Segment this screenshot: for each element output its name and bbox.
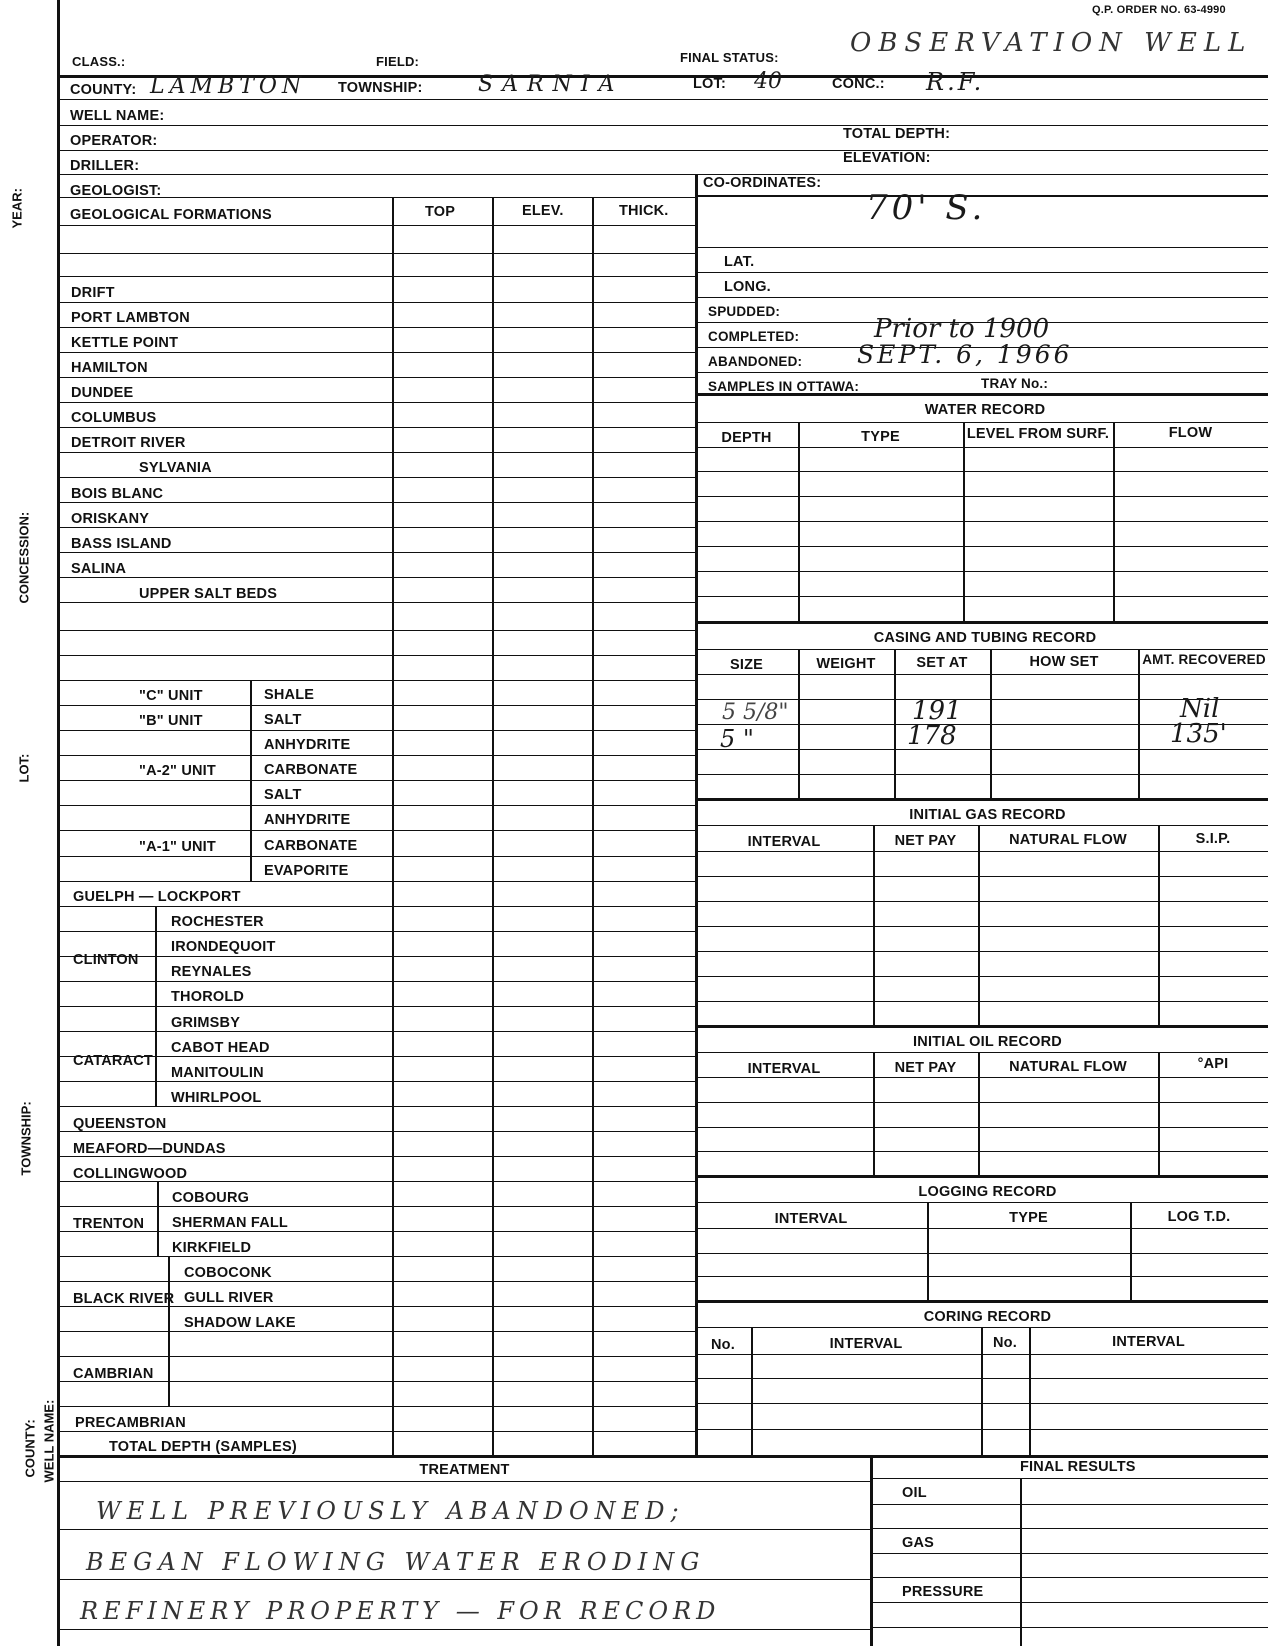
casing-row2-size: 5 " [720, 725, 754, 753]
lot-label: LOT: [693, 76, 727, 92]
casing-row1-set-at: 191 [912, 696, 962, 726]
formation-rochester: ROCHESTER [171, 914, 264, 930]
formation-bois-blanc: BOIS BLANC [71, 486, 164, 502]
completed-value: Prior to 1900 [874, 314, 1050, 344]
operator-label: OPERATOR: [70, 133, 158, 149]
formation-upper-salt-beds: UPPER SALT BEDS [139, 586, 278, 602]
formation-salt-2: SALT [264, 787, 302, 803]
formation-a1-unit: "A-1" UNIT [139, 839, 216, 855]
oil-col-interval: INTERVAL [747, 1061, 821, 1077]
treatment-line-2: BEGAN FLOWING WATER ERODING [86, 1548, 706, 1576]
side-label-township: TOWNSHIP: [18, 1101, 34, 1176]
formation-columbus: COLUMBUS [71, 410, 157, 426]
side-label-lot: LOT: [16, 753, 32, 783]
geologist-label: GEOLOGIST: [70, 183, 162, 199]
formation-sylvania: SYLVANIA [139, 460, 212, 476]
samples-label: SAMPLES IN OTTAWA: [708, 379, 860, 394]
formation-detroit-river: DETROIT RIVER [71, 435, 186, 451]
final-pressure-label: PRESSURE [902, 1584, 984, 1600]
oil-col-api: °API [1197, 1056, 1229, 1072]
casing-col-weight: WEIGHT [816, 656, 876, 672]
formation-gull-river: GULL RIVER [184, 1290, 274, 1306]
formation-anhydrite-1: ANHYDRITE [264, 737, 351, 753]
coring-col-interval-2: INTERVAL [1112, 1334, 1185, 1350]
oil-record-title: INITIAL OIL RECORD [913, 1034, 1062, 1050]
side-label-concession: CONCESSION: [16, 511, 32, 604]
treatment-line-1: WELL PREVIOUSLY ABANDONED; [96, 1497, 685, 1525]
side-label-county: COUNTY: [22, 1419, 38, 1478]
formation-reynales: REYNALES [171, 964, 252, 980]
final-oil-label: OIL [902, 1485, 927, 1501]
coring-col-no-1: No. [711, 1337, 735, 1353]
formation-whirlpool: WHIRLPOOL [171, 1090, 262, 1106]
logging-record-title: LOGGING RECORD [918, 1184, 1057, 1200]
gas-col-interval: INTERVAL [747, 834, 821, 850]
field-label: FIELD: [376, 54, 420, 69]
water-col-level: LEVEL FROM SURF. [966, 426, 1110, 442]
final-results-title: FINAL RESULTS [1020, 1459, 1136, 1475]
final-status-value: OBSERVATION WELL [850, 28, 1253, 58]
formation-carbonate-2: CARBONATE [264, 838, 358, 854]
final-gas-label: GAS [902, 1535, 935, 1551]
formation-guelph: GUELPH — LOCKPORT [73, 889, 241, 905]
col-elev: ELEV. [522, 203, 564, 219]
casing-col-size: SIZE [729, 657, 764, 673]
formation-sherman-fall: SHERMAN FALL [172, 1215, 288, 1231]
tray-label: TRAY No.: [981, 376, 1049, 391]
oil-col-natural-flow: NATURAL FLOW [1009, 1059, 1127, 1075]
formation-dundee: DUNDEE [71, 385, 134, 401]
formation-cobourg: COBOURG [172, 1190, 250, 1206]
formation-evaporite: EVAPORITE [264, 863, 349, 879]
formation-kirkfield: KIRKFIELD [172, 1240, 252, 1256]
logging-col-type: TYPE [1009, 1210, 1048, 1226]
formation-drift: DRIFT [71, 285, 115, 301]
long-label: LONG. [724, 279, 771, 295]
formation-clinton: CLINTON [73, 952, 139, 968]
county-label: COUNTY: [70, 82, 137, 98]
formation-irondequoit: IRONDEQUOIT [171, 939, 276, 955]
casing-col-set-at: SET AT [916, 655, 968, 671]
formation-trenton: TRENTON [73, 1216, 145, 1232]
formation-grimsby: GRIMSBY [171, 1015, 241, 1031]
water-col-flow: FLOW [1168, 425, 1213, 441]
formation-shale: SHALE [264, 687, 315, 703]
treatment-title: TREATMENT [419, 1462, 510, 1478]
abandoned-label: ABANDONED: [708, 354, 803, 369]
water-col-type: TYPE [861, 429, 900, 445]
spudded-label: SPUDDED: [708, 304, 781, 319]
coring-record-title: CORING RECORD [923, 1309, 1052, 1325]
formation-anhydrite-2: ANHYDRITE [264, 812, 351, 828]
gas-col-natural-flow: NATURAL FLOW [1009, 832, 1127, 848]
side-label-well-name: WELL NAME: [41, 1399, 57, 1483]
township-label: TOWNSHIP: [338, 80, 423, 96]
casing-row2-set-at: 178 [907, 721, 957, 751]
township-value: SARNIA [478, 72, 624, 97]
formation-carbonate-1: CARBONATE [264, 762, 358, 778]
formation-thorold: THOROLD [171, 989, 245, 1005]
formation-cataract: CATARACT [73, 1053, 153, 1069]
conc-label: CONC.: [832, 76, 885, 92]
class-label: CLASS.: [72, 54, 126, 69]
driller-label: DRILLER: [70, 158, 140, 174]
gas-col-sip: S.I.P. [1195, 831, 1231, 847]
coring-col-interval-1: INTERVAL [829, 1336, 903, 1352]
coring-col-no-2: No. [993, 1335, 1017, 1351]
formation-collingwood: COLLINGWOOD [73, 1166, 188, 1182]
formation-port-lambton: PORT LAMBTON [71, 310, 190, 326]
formation-precambrian: PRECAMBRIAN [75, 1415, 186, 1431]
form-left-border [57, 0, 60, 1646]
formation-kettle-point: KETTLE POINT [71, 335, 179, 351]
formation-queenston: QUEENSTON [73, 1116, 167, 1132]
formation-meaford: MEAFORD—DUNDAS [73, 1141, 226, 1157]
lat-label: LAT. [724, 254, 755, 270]
total-depth-label: TOTAL DEPTH: [843, 126, 951, 142]
gas-record-title: INITIAL GAS RECORD [909, 807, 1066, 823]
formation-a2-unit: "A-2" UNIT [139, 763, 216, 779]
water-record-title: WATER RECORD [924, 402, 1046, 418]
formations-title: GEOLOGICAL FORMATIONS [70, 207, 272, 223]
conc-value: R.F. [926, 68, 985, 96]
formation-cabot-head: CABOT HEAD [171, 1040, 270, 1056]
formation-b-unit: "B" UNIT [139, 713, 203, 729]
final-status-label: FINAL STATUS: [680, 50, 779, 65]
formation-salina: SALINA [71, 561, 127, 577]
formation-bass-island: BASS ISLAND [71, 536, 172, 552]
treatment-line-3: REFINERY PROPERTY — FOR RECORD [80, 1597, 721, 1625]
formation-black-river: BLACK RIVER [73, 1291, 175, 1307]
county-value: LAMBTON [150, 74, 307, 99]
side-label-year: YEAR: [9, 188, 25, 229]
abandoned-value: SEPT. 6, 1966 [857, 340, 1073, 369]
gas-col-net-pay: NET PAY [894, 833, 957, 849]
formation-salt-1: SALT [264, 712, 302, 728]
formation-hamilton: HAMILTON [71, 360, 148, 376]
col-thick: THICK. [619, 203, 669, 219]
formation-manitoulin: MANITOULIN [171, 1065, 264, 1081]
oil-col-net-pay: NET PAY [894, 1060, 957, 1076]
formation-c-unit: "C" UNIT [139, 688, 203, 704]
formation-total-depth-samples: TOTAL DEPTH (SAMPLES) [109, 1439, 297, 1455]
completed-label: COMPLETED: [708, 329, 800, 344]
order-number: Q.P. ORDER NO. 63-4990 [1092, 4, 1226, 16]
water-col-depth: DEPTH [721, 430, 772, 446]
casing-row2-recovered: 135' [1170, 719, 1227, 749]
formation-oriskany: ORISKANY [71, 511, 150, 527]
formation-cambrian: CAMBRIAN [73, 1366, 154, 1382]
lot-value: 40 [754, 69, 782, 94]
well-name-label: WELL NAME: [70, 108, 165, 124]
formation-shadow-lake: SHADOW LAKE [184, 1315, 296, 1331]
formation-coboconk: COBOCONK [184, 1265, 272, 1281]
logging-col-interval: INTERVAL [774, 1211, 848, 1227]
coordinates-label: CO-ORDINATES: [703, 175, 822, 191]
coordinates-value: 70' S. [866, 188, 987, 228]
elevation-label: ELEVATION: [843, 150, 931, 166]
logging-col-log-td: LOG T.D. [1167, 1209, 1231, 1225]
col-top: TOP [425, 204, 456, 220]
casing-col-how-set: HOW SET [1029, 654, 1099, 670]
casing-row1-recovered: Nil [1180, 694, 1220, 724]
casing-row1-size: 5 5/8" [722, 700, 789, 725]
casing-record-title: CASING AND TUBING RECORD [873, 630, 1097, 646]
casing-col-amt-recovered: AMT. RECOVERED [1142, 652, 1266, 667]
